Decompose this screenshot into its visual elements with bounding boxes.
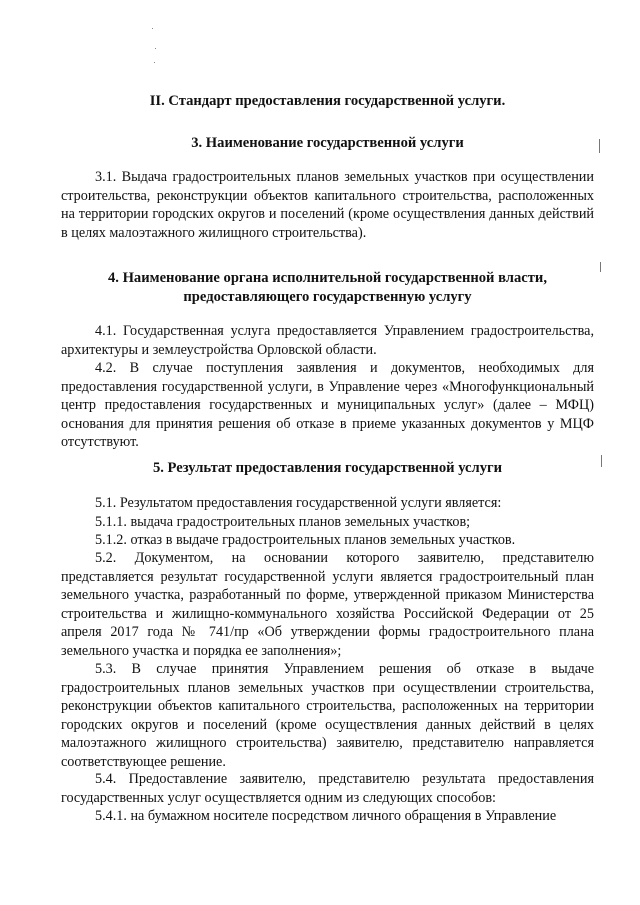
section-4-heading-line-2: предоставляющего государственную услугу bbox=[183, 289, 472, 305]
paragraph-5-1-2: 5.1.2. отказ в выдаче градостроительных планов земельных участков. bbox=[95, 532, 516, 548]
paragraph-4-2: 4.2. В случае поступления заявления и документов, необходимых для предоставления государственной услуги, в Управление через «Многофункциональный центр предоставления государственных и муниципальных услуг» (далее – МФЦ) основания для принятия решения об отказе в приеме указанных документов у МЦФ отсутствуют. bbox=[61, 360, 594, 451]
paragraph-5-3: 5.3. В случае принятия Управлением решения об отказе в выдаче градостроительных планов земельных участков при осуществлении строительства, реконструкции объектов капитального строительства, расположенных на территории городских округов и поселений (кроме осуществления данных действий в целях малоэтажного жилищного строительства) заявителю, представителю направляется соответствующее решение. bbox=[61, 661, 594, 770]
scan-edge-mark bbox=[601, 455, 602, 467]
section-4-heading-line-1: 4. Наименование органа исполнительной государственной власти, bbox=[107, 270, 547, 286]
paragraph-5-2: 5.2. Документом, на основании которого заявителю, представителю представляется результат государственной услуги является градостроительный план земельного участка, разработанный по форме, утвержденной приказом Министерства строительства и жилищно-коммунального хозяйства Российской Федерации от 25 апреля 2017 года № 741/пр «Об утверждении формы градостроительного плана земельного участка и порядка ее заполнения»; bbox=[61, 550, 594, 659]
section-3-heading: 3. Наименование государственной услуги bbox=[191, 135, 464, 151]
scan-artifact bbox=[152, 28, 153, 29]
scan-artifact bbox=[154, 62, 155, 63]
section-4-heading bbox=[61, 269, 594, 307]
paragraph-4-1: 4.1. Государственная услуга предоставляется Управлением градостроительства, архитектуры и землеустройства Орловской области. bbox=[61, 323, 594, 358]
scan-edge-mark bbox=[600, 262, 601, 272]
page-title: II. Стандарт предоставления государственной услуги. bbox=[149, 93, 506, 109]
paragraph-5-4-1: 5.4.1. на бумажном носителе посредством личного обращения в Управление bbox=[95, 808, 557, 824]
paragraph-5-4: 5.4. Предоставление заявителю, представителю результата предоставления государственных услуг осуществляется одним из следующих способов: bbox=[61, 771, 594, 806]
paragraph-5-1-1: 5.1.1. выдача градостроительных планов земельных участков; bbox=[95, 514, 471, 530]
paragraph-5-1: 5.1. Результатом предоставления государственной услуги является: bbox=[95, 495, 502, 511]
scan-artifact bbox=[155, 48, 156, 49]
paragraph-3-1: 3.1. Выдача градостроительных планов земельных участков при осуществлении строительства, реконструкции объектов капитального строительства, расположенных на территории городских округов и поселений (кроме осуществления данных действий в целях малоэтажного жилищного строительства). bbox=[61, 169, 594, 241]
section-5-heading: 5. Результат предоставления государственной услуги bbox=[152, 460, 503, 476]
scan-edge-mark bbox=[599, 139, 600, 153]
